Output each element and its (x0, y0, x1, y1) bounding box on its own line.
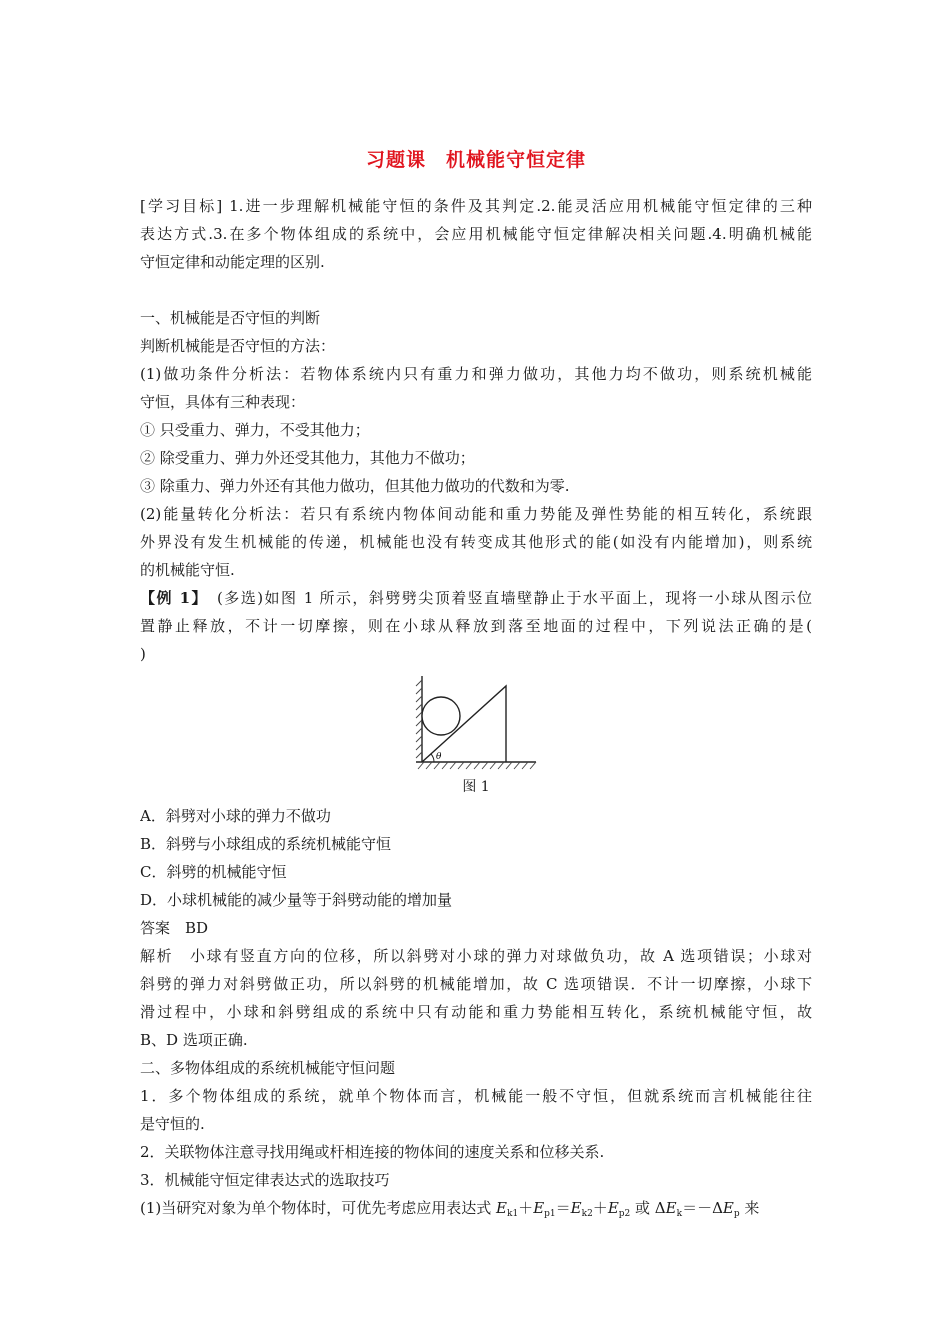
section-1-line: ③ 除重力、弹力外还有其他力做功，但其他力做功的代数和为零. (140, 477, 570, 495)
ground-hatching (418, 762, 536, 769)
section-1-line: (1)做功条件分析法：若物体系统内只有重力和弹力做功，其他力均不做功，则系统机械能 (140, 365, 812, 383)
section-1-line: 的机械能守恒. (140, 561, 235, 579)
section-2 (140, 1054, 812, 1222)
analysis-line: 解析 小球有竖直方向的位移，所以斜劈对小球的弹力对球做负功，故 A 选项错误；小球对 (140, 947, 812, 965)
section-1-heading: 一、机械能是否守恒的判断 (140, 309, 321, 327)
example-1-options (140, 802, 812, 1054)
section-2-formula-line (140, 1194, 812, 1222)
example-1-text: (多选)如图 1 所示，斜劈劈尖顶着竖直墙壁静止于水平面上，现将一小球从图示位 (200, 589, 812, 607)
section-2-line: 是守恒的. (140, 1115, 205, 1133)
example-1-line: ) (140, 645, 146, 663)
analysis-line: 滑过程中，小球和斜劈组成的系统中只有动能和重力势能相互转化，系统机械能守恒，故 (140, 1003, 812, 1021)
section-2-line: 2．关联物体注意寻找用绳或杆相连接的物体间的速度关系和位移关系. (140, 1143, 605, 1161)
ball-shape (422, 697, 460, 735)
option-b: B．斜劈与小球组成的系统机械能守恒 (140, 835, 392, 853)
option-a: A．斜劈对小球的弹力不做功 (140, 807, 331, 825)
objectives-line: 守恒定律和动能定理的区别. (140, 253, 325, 271)
section-2-heading: 二、多物体组成的系统机械能守恒问题 (140, 1059, 396, 1077)
section-2-line: 1．多个物体组成的系统，就单个物体而言，机械能一般不守恒，但就系统而言机械能往往 (140, 1087, 812, 1105)
angle-arc (431, 754, 434, 762)
wall-hatching (416, 680, 422, 758)
formula-suffix: 来 (744, 1199, 760, 1217)
example-1-line: 置静止释放，不计一切摩擦，则在小球从释放到落至地面的过程中，下列说法正确的是( (140, 617, 812, 635)
page-title: 习题课 机械能守恒定律 (365, 149, 586, 171)
figure-1-wedge-diagram (408, 672, 538, 772)
option-c: C．斜劈的机械能守恒 (140, 863, 287, 881)
learning-objectives (140, 192, 812, 276)
section-1-line: 判断机械能是否守恒的方法： (140, 337, 336, 355)
analysis-line: B、D 选项正确. (140, 1031, 248, 1049)
example-tag: 【例 1】 (140, 589, 201, 607)
figure-1-caption: 图 1 (462, 779, 490, 795)
objectives-line: 表达方式.3.在多个物体组成的系统中，会应用机械能守恒定律解决相关问题.4.明确机械能 (140, 225, 812, 243)
option-d: D．小球机械能的减少量等于斜劈动能的增加量 (140, 891, 453, 909)
section-2-line: 3．机械能守恒定律表达式的选取技巧 (140, 1171, 390, 1189)
formula-expression: $E_{k1}+E_{p1}=E_{k2}+E_{p2}$ 或 $\Delta E_k=-\Delta E_p$ (496, 1199, 740, 1219)
section-1 (140, 304, 812, 584)
section-1-line: 守恒，具体有三种表现： (140, 393, 306, 411)
section-1-line: 外界没有发生机械能的传递，机械能也没有转变成其他形式的能(如没有内能增加)，则系统 (140, 533, 812, 551)
example-1-line (140, 584, 812, 612)
answer: 答案 BD (140, 919, 209, 937)
section-1-line: ② 除受重力、弹力外还受其他力，其他力不做功； (140, 449, 475, 467)
example-1 (140, 584, 812, 668)
objectives-line: [学习目标] 1.进一步理解机械能守恒的条件及其判定.2.能灵活应用机械能守恒定律的三种 (140, 197, 812, 215)
analysis-line: 斜劈的弹力对斜劈做正功，所以斜劈的机械能增加，故 C 选项错误．不计一切摩擦，小球下 (140, 975, 812, 993)
section-1-line: (2)能量转化分析法：若只有系统内物体间动能和重力势能及弹性势能的相互转化，系统跟 (140, 505, 812, 523)
section-1-line: ① 只受重力、弹力，不受其他力； (140, 421, 370, 439)
formula-prefix: (1)当研究对象为单个物体时，可优先考虑应用表达式 (140, 1199, 497, 1217)
angle-label: θ (436, 752, 442, 762)
